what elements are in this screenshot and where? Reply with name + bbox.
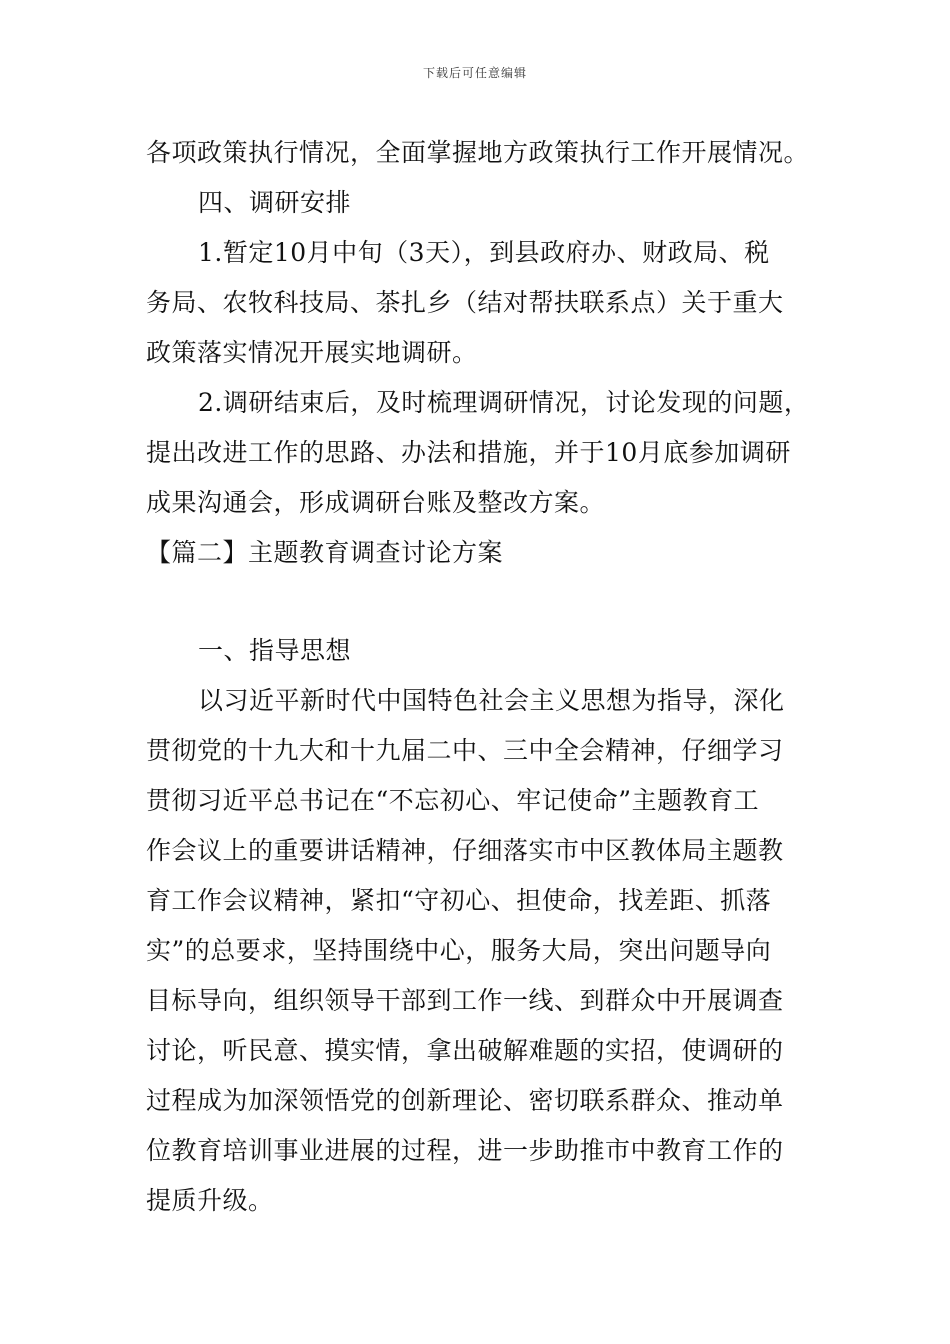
paragraph-line: 各项政策执行情况，全面掌握地方政策执行工作开展情况。 <box>146 138 810 167</box>
paragraph-line: 过程成为加深领悟党的创新理论、密切联系群众、推动单 <box>146 1086 784 1115</box>
document-body <box>146 128 826 1226</box>
paragraph-line: 育工作会议精神，紧扣“守初心、担使命，找差距、抓落 <box>146 886 772 915</box>
paragraph-line: 目标导向，组织领导干部到工作一线、到群众中开展调查 <box>146 986 784 1015</box>
page-header-note: 下载后可任意编辑 <box>422 66 527 80</box>
paragraph-line: 讨论，听民意、摸实情，拿出破解难题的实招，使调研的 <box>146 1036 784 1065</box>
paragraph-line: 提质升级。 <box>146 1186 274 1215</box>
paragraph-line: 实”的总要求，坚持围绕中心，服务大局，突出问题导向 <box>146 936 772 965</box>
paragraph-line: 提出改进工作的思路、办法和措施，并于10月底参加调研 <box>146 438 791 467</box>
section-heading-guiding-ideology: 一、指导思想 <box>198 636 352 665</box>
paragraph-line: 务局、农牧科技局、茶扎乡（结对帮扶联系点）关于重大 <box>146 288 784 317</box>
paragraph-line: 1.暂定10月中旬（3天），到县政府办、财政局、税 <box>198 238 770 267</box>
paragraph-line: 以习近平新时代中国特色社会主义思想为指导，深化 <box>198 686 785 715</box>
paragraph-line: 2.调研结束后，及时梳理调研情况，讨论发现的问题， <box>198 388 810 417</box>
paragraph-line: 政策落实情况开展实地调研。 <box>146 338 478 367</box>
paragraph-line: 位教育培训事业进展的过程，进一步助推市中教育工作的 <box>146 1136 784 1165</box>
article-title: 【篇二】主题教育调查讨论方案 <box>146 538 504 567</box>
blank-spacer <box>146 578 826 626</box>
paragraph-line: 贯彻习近平总书记在“不忘初心、牢记使命”主题教育工 <box>146 786 760 815</box>
paragraph-line: 成果沟通会，形成调研台账及整改方案。 <box>146 488 606 517</box>
paragraph-line: 贯彻党的十九大和十九届二中、三中全会精神，仔细学习 <box>146 736 784 765</box>
paragraph-line: 作会议上的重要讲话精神，仔细落实市中区教体局主题教 <box>146 836 784 865</box>
section-heading-arrangement: 四、调研安排 <box>198 188 352 217</box>
